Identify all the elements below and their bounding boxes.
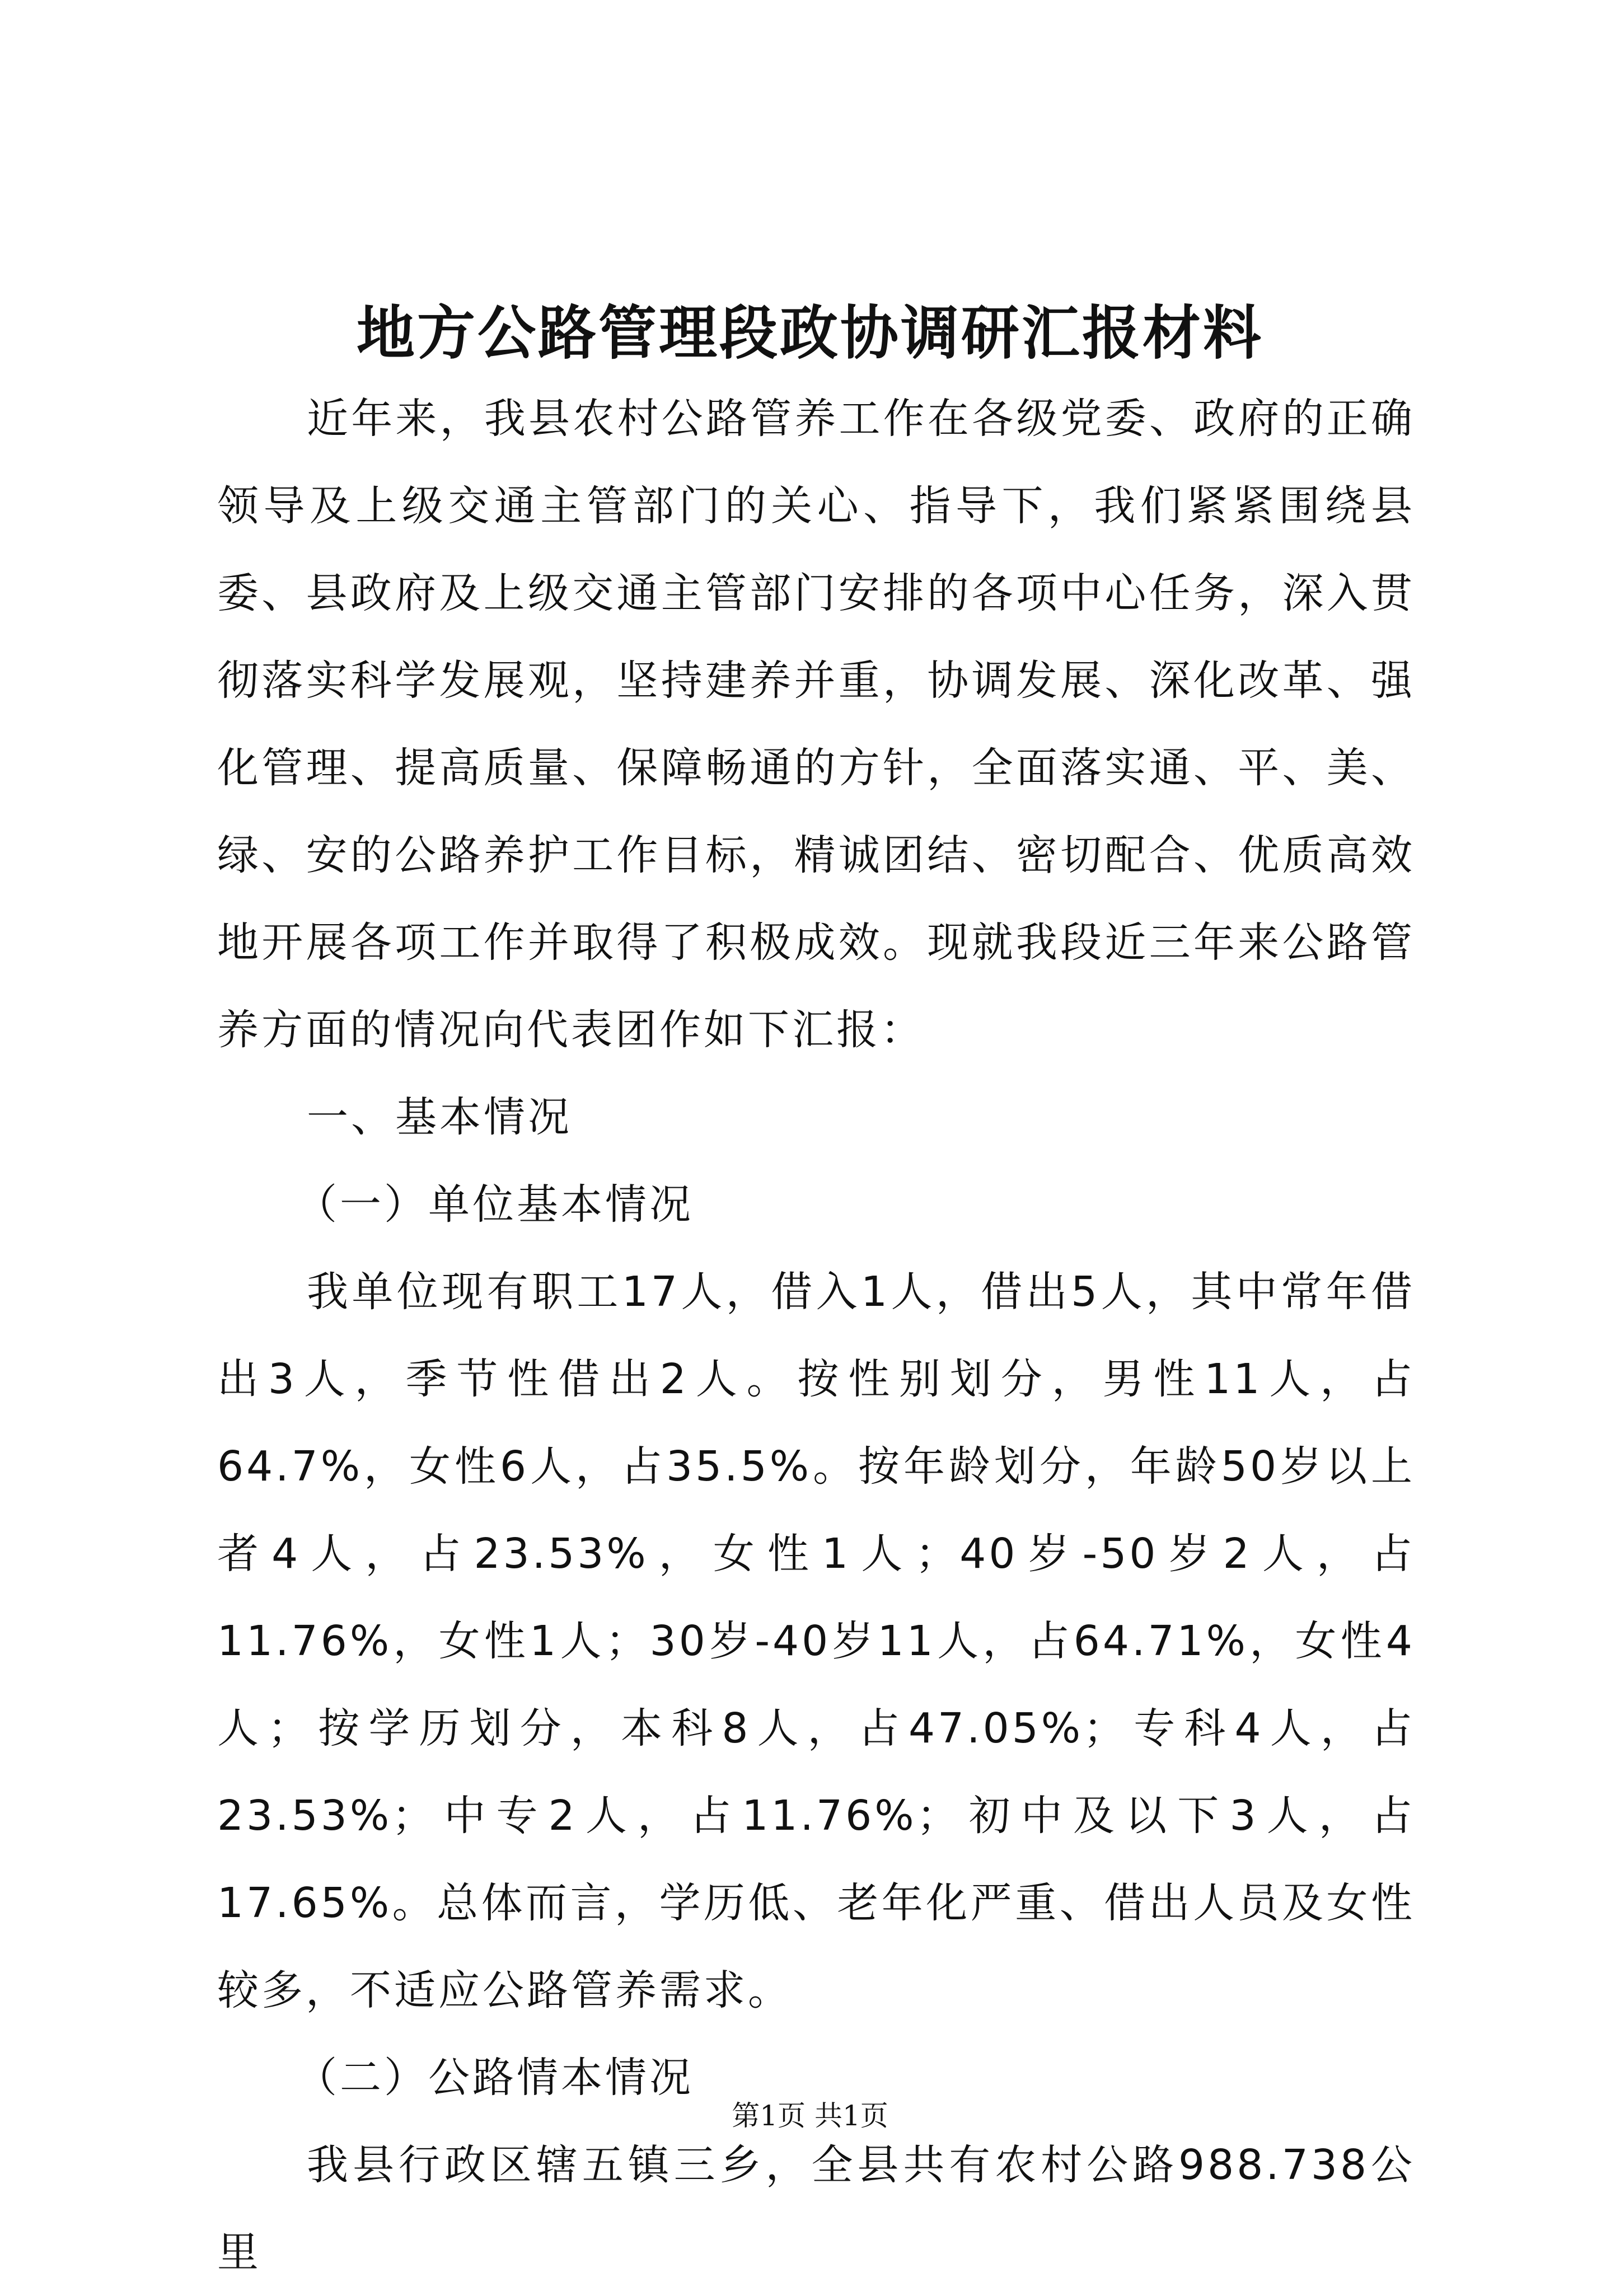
paragraph-road: 我县行政区辖五镇三乡，全县共有农村公路988.738公里 [217, 2141, 1415, 2276]
paragraph-intro: 近年来，我县农村公路管养工作在各级党委、政府的正确领导及上级交通主管部门的关心、指导下，我们紧紧围绕县委、县政府及上级交通主管部门安排的各项中心任务，深入贯彻落实科学发展观，坚持建养并重，协调发展、深化改革、强化管理、提高质量、保障畅通的方针，全面落实通、平、美、绿、安的公路养护工作目标，精诚团结、密切配合、优质高效地开展各项工作并取得了积极成效。现就我段近三年来公路管养方面的情况向代表团作如下汇报： [217, 395, 1415, 1054]
document-title: 地方公路管理段政协调研汇报材料 [356, 298, 1263, 367]
section-heading-basic: 一、基本情况 [307, 1093, 572, 1141]
subsection-heading-unit: （一）单位基本情况 [296, 1180, 694, 1229]
page-footer: 第1页 共1页 [732, 2100, 888, 2132]
document-body [217, 375, 1415, 2296]
paragraph-staff: 我单位现有职工17人，借入1人，借出5人，其中常年借出3人，季节性借出2人。按性别划分，男性11人，占64.7%，女性6人，占35.5%。按年龄划分，年龄50岁以上者4人，占23.53%，女性1人；40岁-50岁2人，占11.76%，女性1人；30岁-40岁11人，占64.71%，女性4人；按学历划分，本科8人，占47.05%；专科4人，占23.53%；中专2人，占11.76%；初中及以下3人，占17.65%。总体而言，学历低、老年化严重、借出人员及女性较多，不适应公路管养需求。 [217, 1268, 1415, 2014]
subsection-heading-road: （二）公路情本情况 [296, 2054, 694, 2102]
